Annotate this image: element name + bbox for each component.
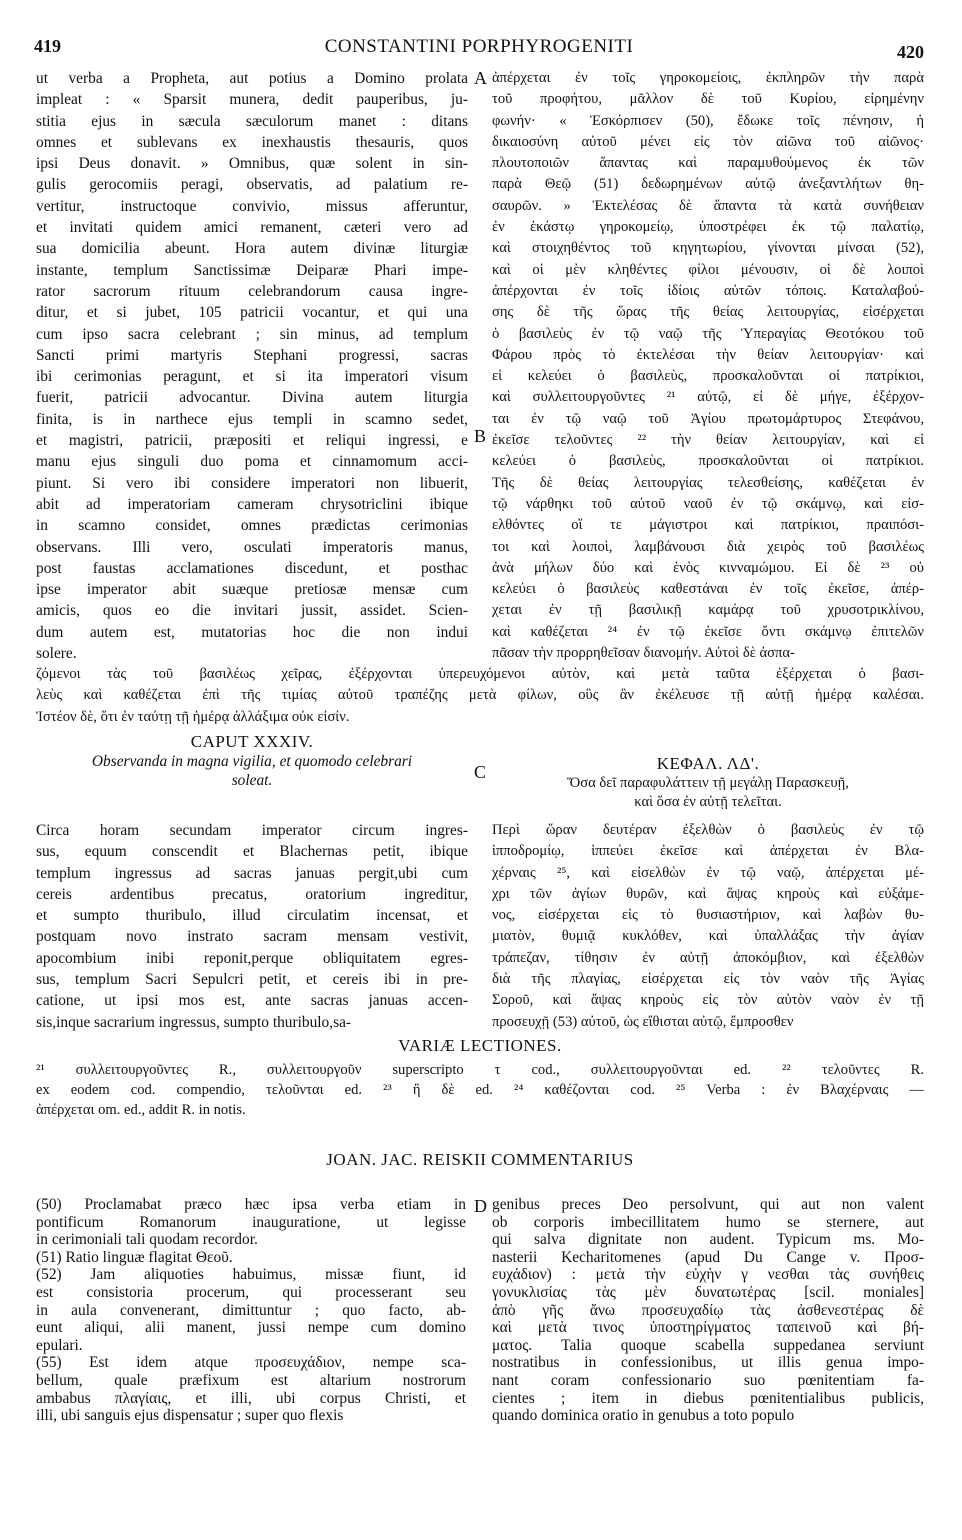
page-number-left: 419	[34, 36, 61, 56]
greek-text-line: διὰ τῆς πλαγίας, εἰσέρχεται εἰς τὸν ναὸν τῆς Ἁγίας	[492, 971, 924, 988]
commentary-line: ματος. Talia quoque scabella suppedanea serviunt	[492, 1336, 924, 1354]
greek-text-line: πλουτοποιῶν ἅπαντας καὶ παραμυθούμενος ἐκ τῶν	[492, 155, 924, 172]
latin-text-line: sis,inque sacrarium ingressus, sumpto thuribulo,sa-	[36, 1013, 352, 1031]
commentary-line: nostratibus in confessionibus, ut illis genua impo-	[492, 1354, 924, 1372]
greek-text-line: ὁ βασιλεὺς ἐν τῷ ναῷ τῆς Ὑπεραγίας Θεοτόκου τοῦ	[492, 325, 924, 342]
running-title: CONSTANTINI PORPHYROGENITI	[324, 36, 634, 57]
commentary-line: ob corporis imbecillitatem humo se sternere, aut	[492, 1213, 924, 1231]
variant-reading-line: ²¹ συλλειτουργοῦντες R., συλλειτουργοῦν superscripto τ cod., συλλειτουργοῦνται ed. ²² τελοῦντες R.	[36, 1062, 924, 1078]
greek-text-line: Περὶ ὥραν δευτέραν ἐξελθὼν ὁ βασιλεὺς ἐν τῷ	[492, 822, 924, 838]
greek-text-line: τοι καὶ λοιποὶ, λαμβάνουσι διὰ χειρὸς τοῦ βασιλέως	[492, 538, 924, 555]
commentary-line: pontificum Romanorum inauguratione, ut legisse	[36, 1213, 466, 1231]
greek-text-line: παρὰ Θεῷ (51) δεδωρημένων αὐτῷ ἀνεξαντλήτων θη-	[492, 176, 924, 193]
latin-text-line: Circa horam secundam imperator circum ingres-	[36, 822, 468, 839]
greek-text-line: προσευχῇ (53) αὐτοῦ, ὡς εἴθισται αὐτῷ, ἔμπροσθεν	[492, 1013, 794, 1030]
commentary-line: est consistoria procerum, qui processerant seu	[36, 1283, 466, 1301]
latin-text-line: apocombium inibi reponit,perque obliquitatem egres-	[36, 949, 468, 967]
latin-column-bottom	[36, 820, 468, 1033]
greek-text-line: καὶ στοιχηθέντος τοῦ κηγητωρίου, γίνονται μίνσαι (52),	[492, 240, 924, 257]
greek-text-line: καὶ καθέζεται ²⁴ ἐν τῷ ἐκεῖσε ὄντι σκάμνῳ ἐπιτελῶν	[492, 623, 924, 640]
greek-text-line: ἀπέρχονται ἐν τοῖς ἰδίοις αὐτῶν τόποις. Καταλαβού-	[492, 282, 924, 299]
greek-text-line: Ἰστέον δὲ, ὅτι ἐν ταύτῃ τῇ ἡμέρᾳ ἀλλάξιμα οὐκ εἰσίν.	[36, 708, 350, 725]
commentary-line: (50) Proclamabat præco hæc ipsa verba etiam in	[36, 1196, 466, 1213]
chapter-subtitle-greek-2: καὶ ὅσα ἐν αὐτῇ τελεῖται.	[634, 794, 782, 810]
latin-text-line: solere.	[36, 645, 77, 663]
greek-text-line: ἀνὰ μήλων δύο καὶ ἑνὸς κινναμώμου. Εἰ δὲ ²³ οὐ	[492, 559, 924, 576]
commentary-line: γονυκλισίας τὰς μὲν δυνατωτέρας [scil. moniales]	[492, 1283, 924, 1301]
latin-text-line: Sancti primi martyris Stephani progressi, sacras	[36, 346, 468, 364]
greek-text-line: τῷ νάρθηκι τοῦ αὐτοῦ ναοῦ ἐν τῷ σκάμνῳ, καὶ εἰσ-	[492, 495, 924, 512]
greek-text-line: Σοροῦ, καὶ ἅψας κηροὺς εἰς τὸν αὐτὸν ναὸν ἐν τῇ	[492, 992, 924, 1009]
commentary-line: ἀπὸ γῆς ἄνω προσευχαδίῳ τὰς ἀσθενεστέρας δὲ	[492, 1301, 924, 1319]
margin-marker-c: C	[474, 762, 487, 782]
commentary-line: eunt aliqui, alii manent, jussi nempe cum domino	[36, 1319, 466, 1337]
chapter-heading-greek	[492, 754, 924, 812]
greek-text-line: ται ἐν τῷ ναῷ τοῦ Ἁγίου πρωτομάρτυρος Στεφάνου,	[492, 410, 924, 427]
greek-text-line: ἀπέρχεται ἐν τοῖς γηροκομείοις, ἐκπληρῶν τὴν παρὰ	[492, 70, 924, 86]
latin-text-line: in scamno considet, omnes prædictas cerimonias	[36, 517, 468, 535]
greek-text-line: ζόμενοι τὰς τοῦ βασιλέως χεῖρας, ἐξέρχονται ὑπερευχόμενοι αὐτὸν, καὶ μετὰ ταῦτα ἐξέρχεται ὁ βασι-	[36, 666, 924, 682]
latin-text-line: omnes et sublevans ex inexhaustis thesauris, quos	[36, 133, 468, 151]
greek-text-line: σης δὲ τῆς ὥρας τῆς θείας λειτουργίας, εἰσέρχεται	[492, 304, 924, 321]
latin-text-line: ipse imperator abit suæque pretiosæ mensæ cum	[36, 581, 468, 599]
greek-text-line: πᾶσαν τὴν προρρηθεῖσαν διανομήν. Αὐτοὶ δὲ ἀσπα-	[492, 645, 795, 662]
greek-full-width-text	[36, 664, 924, 728]
greek-text-line: χεται ἐν τῇ βασιλικῇ καμάρᾳ τοῦ χρυσοτρικλίνου,	[492, 602, 924, 619]
commentary-line: nasterii Kecharitomenes (apud Du Cange v. Προσ-	[492, 1248, 924, 1266]
latin-text-line: dum autem est, mutatorias hoc die non indui	[36, 623, 468, 641]
greek-text-line: τοῦ προφήτου, μᾶλλον δὲ τοῦ Κυρίου, εἰρημένην	[492, 91, 924, 108]
latin-text-line: ditur, et si jubet, 105 patricii vocantur, et qui una	[36, 304, 468, 322]
chapter-subtitle-latin-2: soleat.	[231, 772, 273, 789]
commentary-line: illi, ubi sanguis ejus dispensatur ; super quo flexis	[36, 1407, 344, 1425]
commentarius-left-column	[36, 1196, 466, 1425]
commentary-line: qui salva dignitate non audent. Typicum ms. Mo-	[492, 1231, 924, 1249]
page-header	[34, 36, 924, 62]
greek-text-line: χέρναις ²⁵, καὶ εἰσελθὼν ἐν τῷ ναῷ, ἀπέρχεται μέ-	[492, 864, 924, 881]
chapter-title-greek: ΚΕΦΑΛ. ΛΔ'.	[656, 754, 760, 773]
commentarius-right-column	[492, 1196, 924, 1425]
latin-text-line: cum ipso sacra celebrant ; sin minus, ad templum	[36, 325, 468, 343]
latin-text-line: stitia ejus in sæcula sæculorum manet : ditans	[36, 112, 468, 130]
greek-text-line: ελθόντες οἵ τε μάγιστροι καὶ πατρίκιοι, πραιπόσι-	[492, 517, 924, 534]
commentary-line: cientes ; item in diebus pœnitentialibus publicis,	[492, 1389, 924, 1407]
greek-text-line: τράπεζαν, τίθησιν ἐν αὐτῇ ἀποκόμβιον, καὶ ἐξελθὼν	[492, 949, 924, 966]
latin-text-line: et magistri, patricii, præpositi et reliqui ingressi, e	[36, 432, 468, 450]
latin-text-line: gulis gerocomiis peragi, observatis, ad palatium re-	[36, 176, 468, 194]
latin-text-line: ut verba a Propheta, aut potius a Domino prolata	[36, 70, 468, 87]
commentarius-heading: JOAN. JAC. REISKII COMMENTARIUS	[326, 1150, 634, 1169]
commentary-line: ambabus πλαγίαις, et illi, ubi corpus Christi, et	[36, 1389, 466, 1407]
margin-marker-a: A	[474, 68, 487, 88]
latin-text-line: manu ejus singuli duo poma et cinnamomum acci-	[36, 453, 468, 471]
commentary-line: (51) Ratio linguæ flagitat Θεοῦ.	[36, 1248, 233, 1266]
latin-text-line: cereis ardentibus precatus, oratorium ingreditur,	[36, 885, 468, 903]
chapter-subtitle-greek-1: Ὅσα δεῖ παραφυλάττειν τῇ μεγάλῃ Παρασκευῇ,	[567, 775, 849, 791]
latin-text-line: amicis, quos eo die invitari jussit, assidet. Scien-	[36, 602, 468, 620]
greek-text-line: καὶ συλλειτουργοῦντες ²¹ αὐτῷ, εἰ δὲ μήγε, ἐξέρχον-	[492, 389, 924, 406]
commentary-line: (52) Jam aliquoties habuimus, missæ fiunt, id	[36, 1266, 466, 1284]
latin-text-line: impleat : « Sparsit munera, dedit pauperibus, ju-	[36, 91, 468, 109]
chapter-subtitle-latin-1: Observanda in magna vigilia, et quomodo celebrari	[91, 753, 413, 770]
margin-marker-b: B	[474, 426, 487, 446]
latin-text-line: catione, ut ipsi mos est, ante sacras januas accen-	[36, 992, 468, 1010]
greek-text-line: ἐν ἑκάστῳ γηροκομείῳ, ὑποστρέφει ἐκ τῷ παλατίῳ,	[492, 219, 924, 236]
greek-text-line: κελεύει ὁ βασιλεὺς καθεστάναι ἐν τοῖς ἐκεῖσε, ἀπέρ-	[492, 581, 924, 598]
latin-text-line: abit ad imperatoriam cameram chrysotriclini ibique	[36, 495, 468, 513]
commentary-line: ευχάδιον) : μετὰ τὴν εὐχὴν γ νεσθαι τὰς συνήθεις	[492, 1266, 924, 1284]
commentary-line: (55) Est idem atque προσευχάδιον, nempe sca-	[36, 1354, 466, 1372]
latin-text-line: observans. Illi vero, osculati imperatoris manus,	[36, 538, 468, 556]
greek-text-line: χρι τῶν ἁγίων θυρῶν, καὶ ἅψας κηροὺς καὶ εὐξάμε-	[492, 885, 924, 902]
commentary-line: quando dominica oratio in genubus a toto populo	[492, 1407, 795, 1425]
greek-text-line: Φάρου πρὸς τὸ ἐκτελέσαι τὴν θείαν λειτουργίαν· καὶ	[492, 346, 924, 363]
latin-text-line: sua domicilia abeunt. Hora autem divinæ liturgiæ	[36, 240, 468, 258]
greek-text-line: φωνήν· « Ἐσκόρπισεν (50), ἔδωκε τοῖς πένησιν, ἡ	[492, 112, 924, 129]
commentary-line: in cerimoniali tali quodam recordor.	[36, 1231, 258, 1249]
latin-text-line: ibi cerimonias peragunt, et si ita imperatori visum	[36, 368, 468, 386]
latin-text-line: sus, templum Sacri Sepulcri petit, et cereis ibi in pre-	[36, 971, 468, 989]
latin-text-line: et sumpto thuribulo, illud circulatim incensat, et	[36, 907, 468, 925]
commentary-line: epulari.	[36, 1336, 83, 1354]
latin-text-line: ipsi Deus donavit. » Omnibus, quæ solent in sin-	[36, 155, 468, 173]
commentary-line: bellum, quale præfixum est altarium nostrorum	[36, 1371, 466, 1389]
latin-text-line: et invitati quidem amici remanent, cæteri vero ad	[36, 219, 468, 237]
commentary-line: καὶ μετὰ τινος ὑποστηρίγματος ταπεινοῦ καὶ βή-	[492, 1319, 924, 1337]
greek-column-top	[492, 68, 924, 664]
variae-lectiones-text	[36, 1060, 924, 1120]
latin-text-line: postquam novo instrato sacram mensam vestivit,	[36, 928, 468, 946]
chapter-heading-latin	[36, 732, 468, 790]
latin-text-line: piunt. Si vero ibi considere imperatori non libuerit,	[36, 474, 468, 492]
greek-text-line: εἰ κελεύει ὁ βασιλεὺς, προσκαλοῦνται οἱ πατρίκιοι,	[492, 368, 924, 385]
variant-reading-line: ἀπέρχεται om. ed., addit R. in notis.	[36, 1102, 246, 1118]
latin-text-line: vertitur, instructoque convivio, missus afferuntur,	[36, 197, 468, 215]
variae-lectiones-heading: VARIÆ LECTIONES.	[398, 1036, 562, 1055]
latin-column-top	[36, 68, 468, 664]
margin-marker-d: D	[474, 1196, 487, 1216]
greek-text-line: μιατὸν, θυμιᾷ κυκλόθεν, καὶ ὑπαλλάξας τὴν ἁγίαν	[492, 928, 924, 945]
latin-text-line: instante, templum Sanctissimæ Deiparæ Phari impe-	[36, 261, 468, 279]
greek-text-line: σαυρῶν. » Ἐκτελέσας δὲ ἅπαντα τὰ κατὰ συνήθειαν	[492, 197, 924, 214]
commentary-line: in aula convenerant, dimittuntur ; quo facto, ab-	[36, 1301, 466, 1319]
latin-text-line: templum ingressus ad sacras januas pergit,ubi cum	[36, 864, 468, 882]
chapter-title-latin: CAPUT XXXIV.	[190, 732, 314, 751]
latin-text-line: rator sacrorum rituum celebrandorum causa ingre-	[36, 282, 468, 300]
latin-text-line: finita, is in narthece ejus templi in scamno sedet,	[36, 410, 468, 428]
greek-column-bottom	[492, 820, 924, 1033]
commentary-line: genibus preces Deo persolvunt, qui aut non valent	[492, 1196, 924, 1213]
greek-text-line: ἱπποδρομίῳ, ἱππεύει ἐκεῖσε καὶ ἀπέρχεται ἐν Βλα-	[492, 843, 924, 860]
greek-text-line: κελεύει ὁ βασιλεὺς, προσκαλοῦνται οἱ πατρίκιοι.	[492, 453, 924, 470]
page-number-right: 420	[897, 42, 924, 62]
latin-text-line: post faustas acclamationes discedunt, et posthac	[36, 559, 468, 577]
latin-text-line: fuerit, patricii advocantur. Divina autem liturgia	[36, 389, 468, 407]
greek-text-line: λεὺς καὶ καθέζεται ἐπὶ τῆς τιμίας αὐτοῦ τραπέζης μετὰ φίλων, οὓς ἂν ἐκέλευσε τῇ αὐτῇ ἡμέρᾳ καλέσαι.	[36, 687, 924, 704]
greek-text-line: δικαιοσύνη αὐτοῦ μένει εἰς τὸν αἰῶνα τοῦ αἰῶνος·	[492, 133, 924, 150]
variant-reading-line: ex eodem cod. compendio, τελοῦνται ed. ²³ ἢ δὲ ed. ²⁴ καθέζονται cod. ²⁵ Verba : ἐν Βλαχέρναις —	[36, 1082, 924, 1098]
greek-text-line: νος, εἰσέρχεται εἰς τὸ θυσιαστήριον, καὶ λαβὼν θυ-	[492, 907, 924, 924]
commentary-line: nant coram confessionario suo pœnitentiam fa-	[492, 1371, 924, 1389]
greek-text-line: καὶ οἱ μὲν κληθέντες φίλοι μένουσιν, οἱ δὲ λοιποὶ	[492, 261, 924, 278]
greek-text-line: Τῆς δὲ θείας λειτουργίας τελεσθείσης, καθέζεται ἐν	[492, 474, 924, 491]
latin-text-line: sus, equum conscendit et Blachernas petit, ibique	[36, 843, 468, 861]
greek-text-line: ἐκεῖσε τελοῦντες ²² τὴν θείαν λειτουργίαν, καὶ εἰ	[492, 432, 924, 449]
